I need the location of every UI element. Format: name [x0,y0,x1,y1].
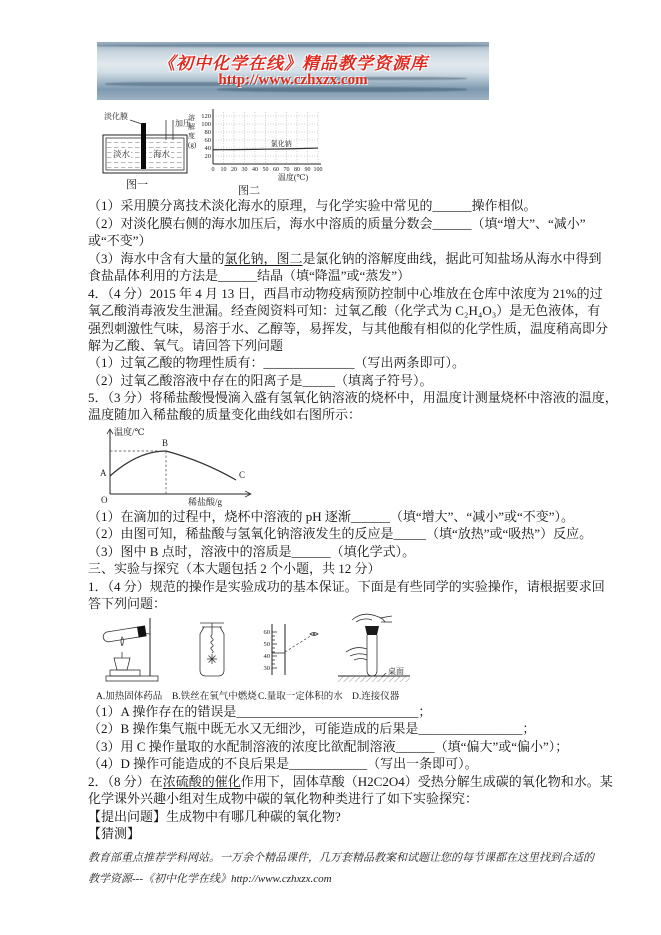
q5-sub3: （3）图中 B 点时，溶液中的溶质是______（填化学式）。 [88,544,416,559]
x-tick-label: 70 [283,167,290,173]
y-tick-label: 40 [204,145,211,152]
x-tick-label: 50 [262,167,269,173]
pressure-label: 加压 [175,119,191,128]
apparatus-c-caption: C.量取一定体积的水 [258,692,343,702]
apparatus-a-heating-sketch [98,614,162,686]
q5-sub1: （1）在滴加的过程中，烧杯中溶液的 pH 逐渐______（填“增大”、“减小”或“不变”）。 [88,509,575,524]
s3q2-intro-post: 作用下，固体草酸（H2C2O4）受热分解生成碳的氧化物和水。某 [240,774,613,789]
s3q1-sub1: （1）A 操作存在的错误是____________________________； [88,704,432,719]
x-tick-label: 0 [211,167,215,173]
sea-water-label: 海水 [153,149,171,159]
hand-icon [346,648,367,660]
x-tick-label: 60 [273,167,279,173]
apparatus-c-measuring-sketch [258,620,324,680]
q4-intro-line4: 解为乙酸、氧气。请回答下列问题 [88,338,284,353]
footer-line1: 教育部重点推荐学科网站。一万余个精品课件，几万套精品教案和试题让您的每节课都在这里找到合适的 [88,852,594,864]
q4-intro-line3: 强烈刺激性气味，易溶于水、乙醇等，易挥发，与其他酸有相似的化学性质，温度稍高即分 [88,321,609,336]
s3q2-intro-underlined: 浓硫酸的催化 [162,774,241,789]
x-tick-label: 80 [294,167,300,173]
s3q1-sub2: （2）B 操作集气瓶中既无水又无细沙，可能造成的后果是________________； [88,721,536,736]
x-tick-label: 10 [220,167,227,173]
apparatus-a-caption: A.加热固体药品 [96,692,163,702]
solubility-curve [213,148,318,150]
q3-sub2-line1: （2）对淡化膜右侧的海水加压后，海水中溶质的质量分数会______（填“增大”、“减小” [88,216,586,231]
site-banner [97,42,489,100]
y-tick-label: 120 [201,113,211,120]
y-axis-label: 解 [188,123,195,131]
q5-intro-line2: 温度随加入稀盐酸的质量变化曲线如右图所示： [88,407,362,422]
banner-url: http://www.czhxzx.com [218,72,368,88]
cylinder-tick-50: 50 [263,641,270,648]
q4-sub2: （2）过氧乙酸溶液中存在的阳离子是_____（填离子符号）。 [88,373,433,388]
apparatus-d-caption: D.连接仪器 [352,692,400,702]
q3-sub3-line1 [88,250,602,267]
s3q2-intro-line2: 化学课外兴趣小组对生成物中碳的氧化物种类进行了如下实验探究： [88,791,479,806]
q5-sub2: （2）由图可知，稀盐酸与氢氧化钠溶液发生的反应是_____（填“放热”或“吸热”）反应。 [88,526,593,541]
s3q1-intro-line1: 1．（4 分）规范的操作是实验成功的基本保证。下面是有些同学的实验操作，请根据要求回 [88,579,605,594]
figure1-desalination-diagram [100,110,192,178]
q3-sub2-line2: 或“不变”） [88,233,152,248]
apparatus-b-caption: B.铁丝在氧气中燃烧 [172,692,257,702]
s3q2-propose-question: 【提出问题】生成物中有哪几种碳的氧化物? [88,809,341,824]
cylinder-tick-30: 30 [263,665,270,672]
q5-xlabel: 稀盐酸/g [188,497,223,507]
apparatus-d-connecting-sketch [336,610,412,690]
s3q2-intro-line1 [88,773,613,790]
x-tick-label: 20 [231,167,237,173]
q5-point-a: A [100,468,107,478]
q3-sub3-post: 是氯化钠的溶解度曲线，据此可知盐场从海水中得到 [302,251,602,266]
curve-label: 氯化钠 [270,140,292,149]
q4-intro-line1: 4．（4 分）2015 年 4 月 13 日，西昌市动物疫病预防控制中心堆放在仓库中浓度为 21%的过 [88,286,603,301]
y-axis-label: 度 [188,132,195,140]
s3q2-guess: 【猜测】 [88,826,141,841]
q5-ylabel: 温度/℃ [114,427,145,437]
desk-label: 桌面 [388,667,404,676]
q5-point-b: B [162,438,169,448]
footer-line2: 教学资源---《初中化学在线》http://www.czhxzx.com [88,873,332,885]
s3q1-intro-line2: 答下列问题： [88,596,167,611]
section3-heading: 三、实验与探究（本大题包括 2 个小题，共 12 分） [88,561,381,576]
q4-sub1: （1）过氧乙酸的物理性质有：______________（写出两条即可）。 [88,355,466,370]
x-tick-label: 30 [241,167,248,173]
x-tick-label: 100 [313,167,323,173]
y-axis-label: (g) [188,141,197,149]
q3-sub3-underlined: 氯化钠，图二 [224,251,303,266]
cylinder-tick-40: 40 [263,653,270,660]
eye-icon [310,633,318,636]
y-tick-label: 80 [204,129,211,136]
s3q1-sub3: （3）用 C 操作量取的水配制溶液的浓度比欲配制溶液______（填“偏大”或“偏小”）； [88,739,569,754]
apparatus-b-burning-sketch [190,620,234,682]
q5-point-c: C [239,470,246,480]
q5-temperature-curve [88,424,273,512]
fresh-water-label: 淡水 [113,149,131,159]
figure1-caption: 图一 [126,179,148,191]
q3-sub1: （1）采用膜分离技术淡化海水的原理，与化学实验中常见的______操作相似。 [88,198,537,213]
hand-icon [352,614,392,622]
y-tick-label: 100 [201,121,211,128]
membrane-bar [141,123,146,169]
s3q1-sub4: （4）D 操作可能造成的不良后果是____________（写出一条即可）。 [88,756,478,771]
s3q2-intro-pre: 2．（8 分）在 [88,774,163,789]
membrane-label: 淡化膜 [104,112,128,121]
banner-brush-stroke [97,44,489,47]
figure2-caption: 图二 [238,185,260,197]
q4-intro-line2: 氧乙酸消毒液发生泄漏。经查阅资料可知：过氧乙酸（化学式为 C₂H₄O₃）是无色液体，有 [88,303,601,318]
banner-title: 《初中化学在线》精品教学资源库 [158,54,428,73]
q5-intro-line1: 5．（3 分）将稀盐酸慢慢滴入盛有氢氧化钠溶液的烧杯中，用温度计测量烧杯中溶液的温度， [88,390,618,405]
y-tick-label: 60 [204,137,211,144]
y-tick-label: 20 [204,153,211,160]
figure2-solubility-chart [183,106,333,188]
q5-origin: O [101,495,108,505]
q3-sub3-line2: 食盐晶体利用的方法是______结晶（填“降温”或“蒸发”） [88,268,411,283]
x-axis-label: 温度(℃) [277,173,309,182]
x-tick-label: 90 [304,167,311,173]
y-axis-label: 溶 [188,114,195,122]
q3-sub3-pre: （3）海水中含有大量的 [88,251,225,266]
cylinder-tick-60: 60 [263,629,270,636]
x-tick-label: 40 [252,167,258,173]
